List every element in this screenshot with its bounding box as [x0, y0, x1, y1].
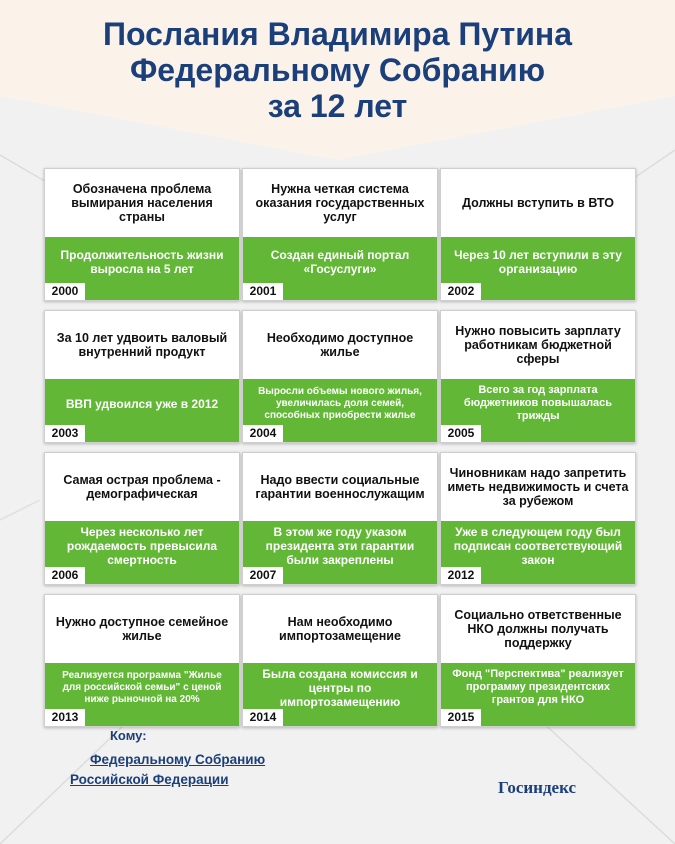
card-2013 [44, 594, 240, 727]
card-problem: Нужна четкая система оказания государственных услуг [255, 182, 425, 224]
card-2003 [44, 310, 240, 443]
title-line-1: Послания Владимира Путина [102, 16, 573, 52]
card-result: В этом же году указом президента эти гарантии были закреплены [243, 521, 437, 584]
card-year: 2013 [45, 709, 85, 726]
card-problem: Обозначена проблема вымирания населения страны [71, 182, 213, 224]
card-result: Уже в следующем году был подписан соответствующий закон [441, 521, 635, 584]
card-problem: Должны вступить в ВТО [462, 196, 614, 210]
card-year: 2014 [243, 709, 283, 726]
card-result: ВВП удвоился уже в 2012 [45, 379, 239, 442]
card-problem: Нужно повысить зарплату работникам бюджетной сферы [455, 324, 621, 366]
card-2005 [440, 310, 636, 443]
card-year: 2000 [45, 283, 85, 300]
card-year: 2002 [441, 283, 481, 300]
card-year: 2006 [45, 567, 85, 584]
addressee-link-line-1[interactable]: Федеральному Собранию [90, 752, 266, 767]
card-result: Фонд "Перспектива" реализует программу президентских грантов для НКО [441, 663, 635, 726]
card-year: 2007 [243, 567, 283, 584]
card-year: 2015 [441, 709, 481, 726]
card-problem: Чиновникам надо запретить иметь недвижимость и счета за рубежом [447, 466, 629, 508]
card-result: Всего за год зарплата бюджетников повышалась трижды [441, 379, 635, 442]
card-result: Была создана комиссия и центры по импортозамещению [243, 663, 437, 726]
card-2000 [44, 168, 240, 301]
card-problem: Необходимо доступное жилье [266, 331, 414, 359]
card-2015 [440, 594, 636, 727]
card-problem: Самая острая проблема - демографическая [63, 473, 221, 501]
card-problem: Нужно доступное семейное жилье [55, 615, 229, 643]
card-2007 [242, 452, 438, 585]
title-line-3: за 12 лет [267, 88, 408, 124]
card-2014 [242, 594, 438, 727]
card-year: 2005 [441, 425, 481, 442]
card-2012 [440, 452, 636, 585]
card-result: Через 10 лет вступили в эту организацию [441, 237, 635, 300]
card-year: 2003 [45, 425, 85, 442]
card-result: Создан единый портал «Госуслуги» [243, 237, 437, 300]
card-problem: Социально ответственные НКО должны получать поддержку [454, 608, 622, 650]
card-2001 [242, 168, 438, 301]
addressee-label: Кому: [110, 728, 147, 743]
card-year: 2004 [243, 425, 283, 442]
card-2006 [44, 452, 240, 585]
card-result: Через несколько лет рождаемость превысила смертность [45, 521, 239, 584]
gosindex-logo: Госиндекс [498, 778, 577, 797]
card-2002 [440, 168, 636, 301]
card-problem: За 10 лет удвоить валовый внутренний продукт [56, 331, 228, 359]
card-year: 2001 [243, 283, 283, 300]
card-year: 2012 [441, 567, 481, 584]
addressee-link-line-2[interactable]: Российской Федерации [70, 772, 229, 787]
title-line-2: Федеральному Собранию [129, 52, 546, 88]
page-title [0, 16, 675, 124]
title-banner [0, 0, 675, 160]
card-result: Реализуется программа "Жилье для российской семьи" с ценой ниже рыночной на 20% [45, 663, 239, 726]
card-2004 [242, 310, 438, 443]
card-result: Продолжительность жизни выросла на 5 лет [45, 237, 239, 300]
card-problem: Надо ввести социальные гарантии военнослужащим [255, 473, 425, 501]
card-result: Выросли объемы нового жилья, увеличилась доля семей, способных приобрести жилье [243, 379, 437, 442]
card-problem: Нам необходимо импортозамещение [279, 615, 401, 643]
